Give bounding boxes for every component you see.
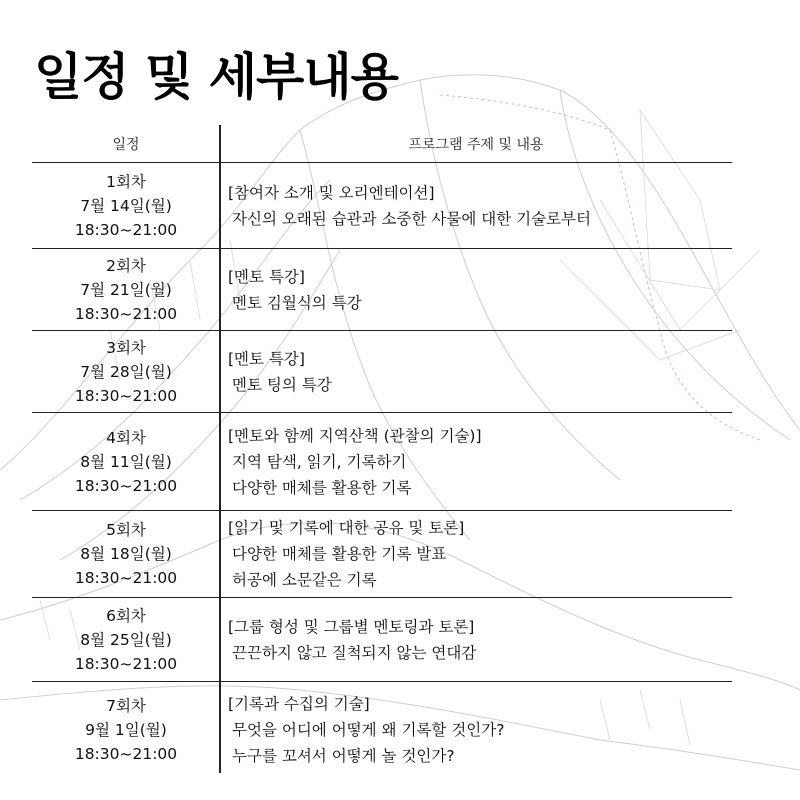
session-date: 8월 25일(월) [80, 630, 172, 649]
content-cell [228, 413, 728, 510]
date-cell [32, 413, 220, 510]
table-row [32, 511, 732, 598]
page-title: 일정 및 세부내용 [34, 48, 398, 106]
table-row [32, 163, 732, 249]
session-detail: 멘토 팅의 특강 [232, 375, 332, 394]
session-date: 7월 21일(월) [80, 280, 172, 299]
date-cell [32, 249, 220, 330]
session-label: 6회차 [106, 606, 146, 625]
table-row [32, 598, 732, 682]
schedule-table [32, 125, 732, 778]
session-detail: 자신의 오래된 습관과 소중한 사물에 대한 기술로부터 [232, 209, 591, 228]
session-time: 18:30~21:00 [74, 386, 178, 405]
session-time: 18:30~21:00 [74, 476, 178, 495]
header-date: 일정 [112, 137, 140, 153]
content-cell [228, 682, 728, 778]
session-detail: 끈끈하지 않고 질척되지 않는 연대감 [232, 643, 477, 662]
content-cell [228, 331, 728, 412]
content-cell [228, 163, 728, 248]
session-topic: [멘토와 함께 지역산책 (관찰의 기술)] [228, 426, 482, 445]
session-detail: 무엇을 어디에 어떻게 왜 기록할 것인가? [232, 721, 505, 739]
session-detail: 다양한 매체를 활용한 기록 발표 [232, 545, 447, 563]
session-label: 5회차 [106, 521, 146, 539]
session-date: 7월 14일(월) [80, 196, 172, 215]
session-topic: [기록과 수집의 기술] [228, 695, 370, 713]
session-date: 8월 11일(월) [80, 452, 172, 471]
session-time: 18:30~21:00 [74, 220, 178, 239]
table-row [32, 682, 732, 778]
content-cell [228, 249, 728, 330]
date-cell [32, 511, 220, 597]
table-row [32, 331, 732, 413]
date-cell [32, 598, 220, 681]
table-header [32, 125, 732, 163]
date-cell [32, 163, 220, 248]
session-label: 3회차 [106, 338, 146, 357]
session-topic: [멘토 특강] [228, 267, 305, 286]
session-topic: [읽기 및 기록에 대한 공유 및 토론] [228, 519, 465, 537]
session-label: 1회차 [106, 172, 146, 191]
header-content: 프로그램 주제 및 내용 [408, 137, 544, 153]
session-date: 8월 18일(월) [80, 545, 172, 563]
date-cell [32, 331, 220, 412]
session-time: 18:30~21:00 [74, 654, 178, 673]
session-label: 2회차 [106, 256, 146, 275]
table-row [32, 249, 732, 331]
date-cell [32, 682, 220, 778]
session-time: 18:30~21:00 [74, 569, 178, 587]
session-detail: 허공에 소문같은 기록 [232, 571, 377, 589]
session-time: 18:30~21:00 [74, 745, 178, 763]
session-label: 4회차 [106, 428, 146, 447]
table-row [32, 413, 732, 511]
content-cell [228, 511, 728, 597]
session-detail: 다양한 매체를 활용한 기록 [232, 478, 412, 497]
session-detail: 누구를 꼬셔서 어떻게 놀 것인가? [232, 747, 455, 765]
session-detail: 지역 탐색, 읽기, 기록하기 [232, 452, 407, 471]
session-date: 9월 1일(월) [85, 721, 167, 739]
session-label: 7회차 [106, 697, 146, 715]
session-date: 7월 28일(월) [80, 362, 172, 381]
session-time: 18:30~21:00 [74, 304, 178, 323]
session-topic: [그룹 형성 및 그룹별 멘토링과 토론] [228, 617, 475, 636]
session-topic: [참여자 소개 및 오리엔테이션] [228, 183, 435, 202]
content-cell [228, 598, 728, 681]
session-topic: [멘토 특강] [228, 349, 305, 368]
session-detail: 멘토 김월식의 특강 [232, 293, 362, 312]
